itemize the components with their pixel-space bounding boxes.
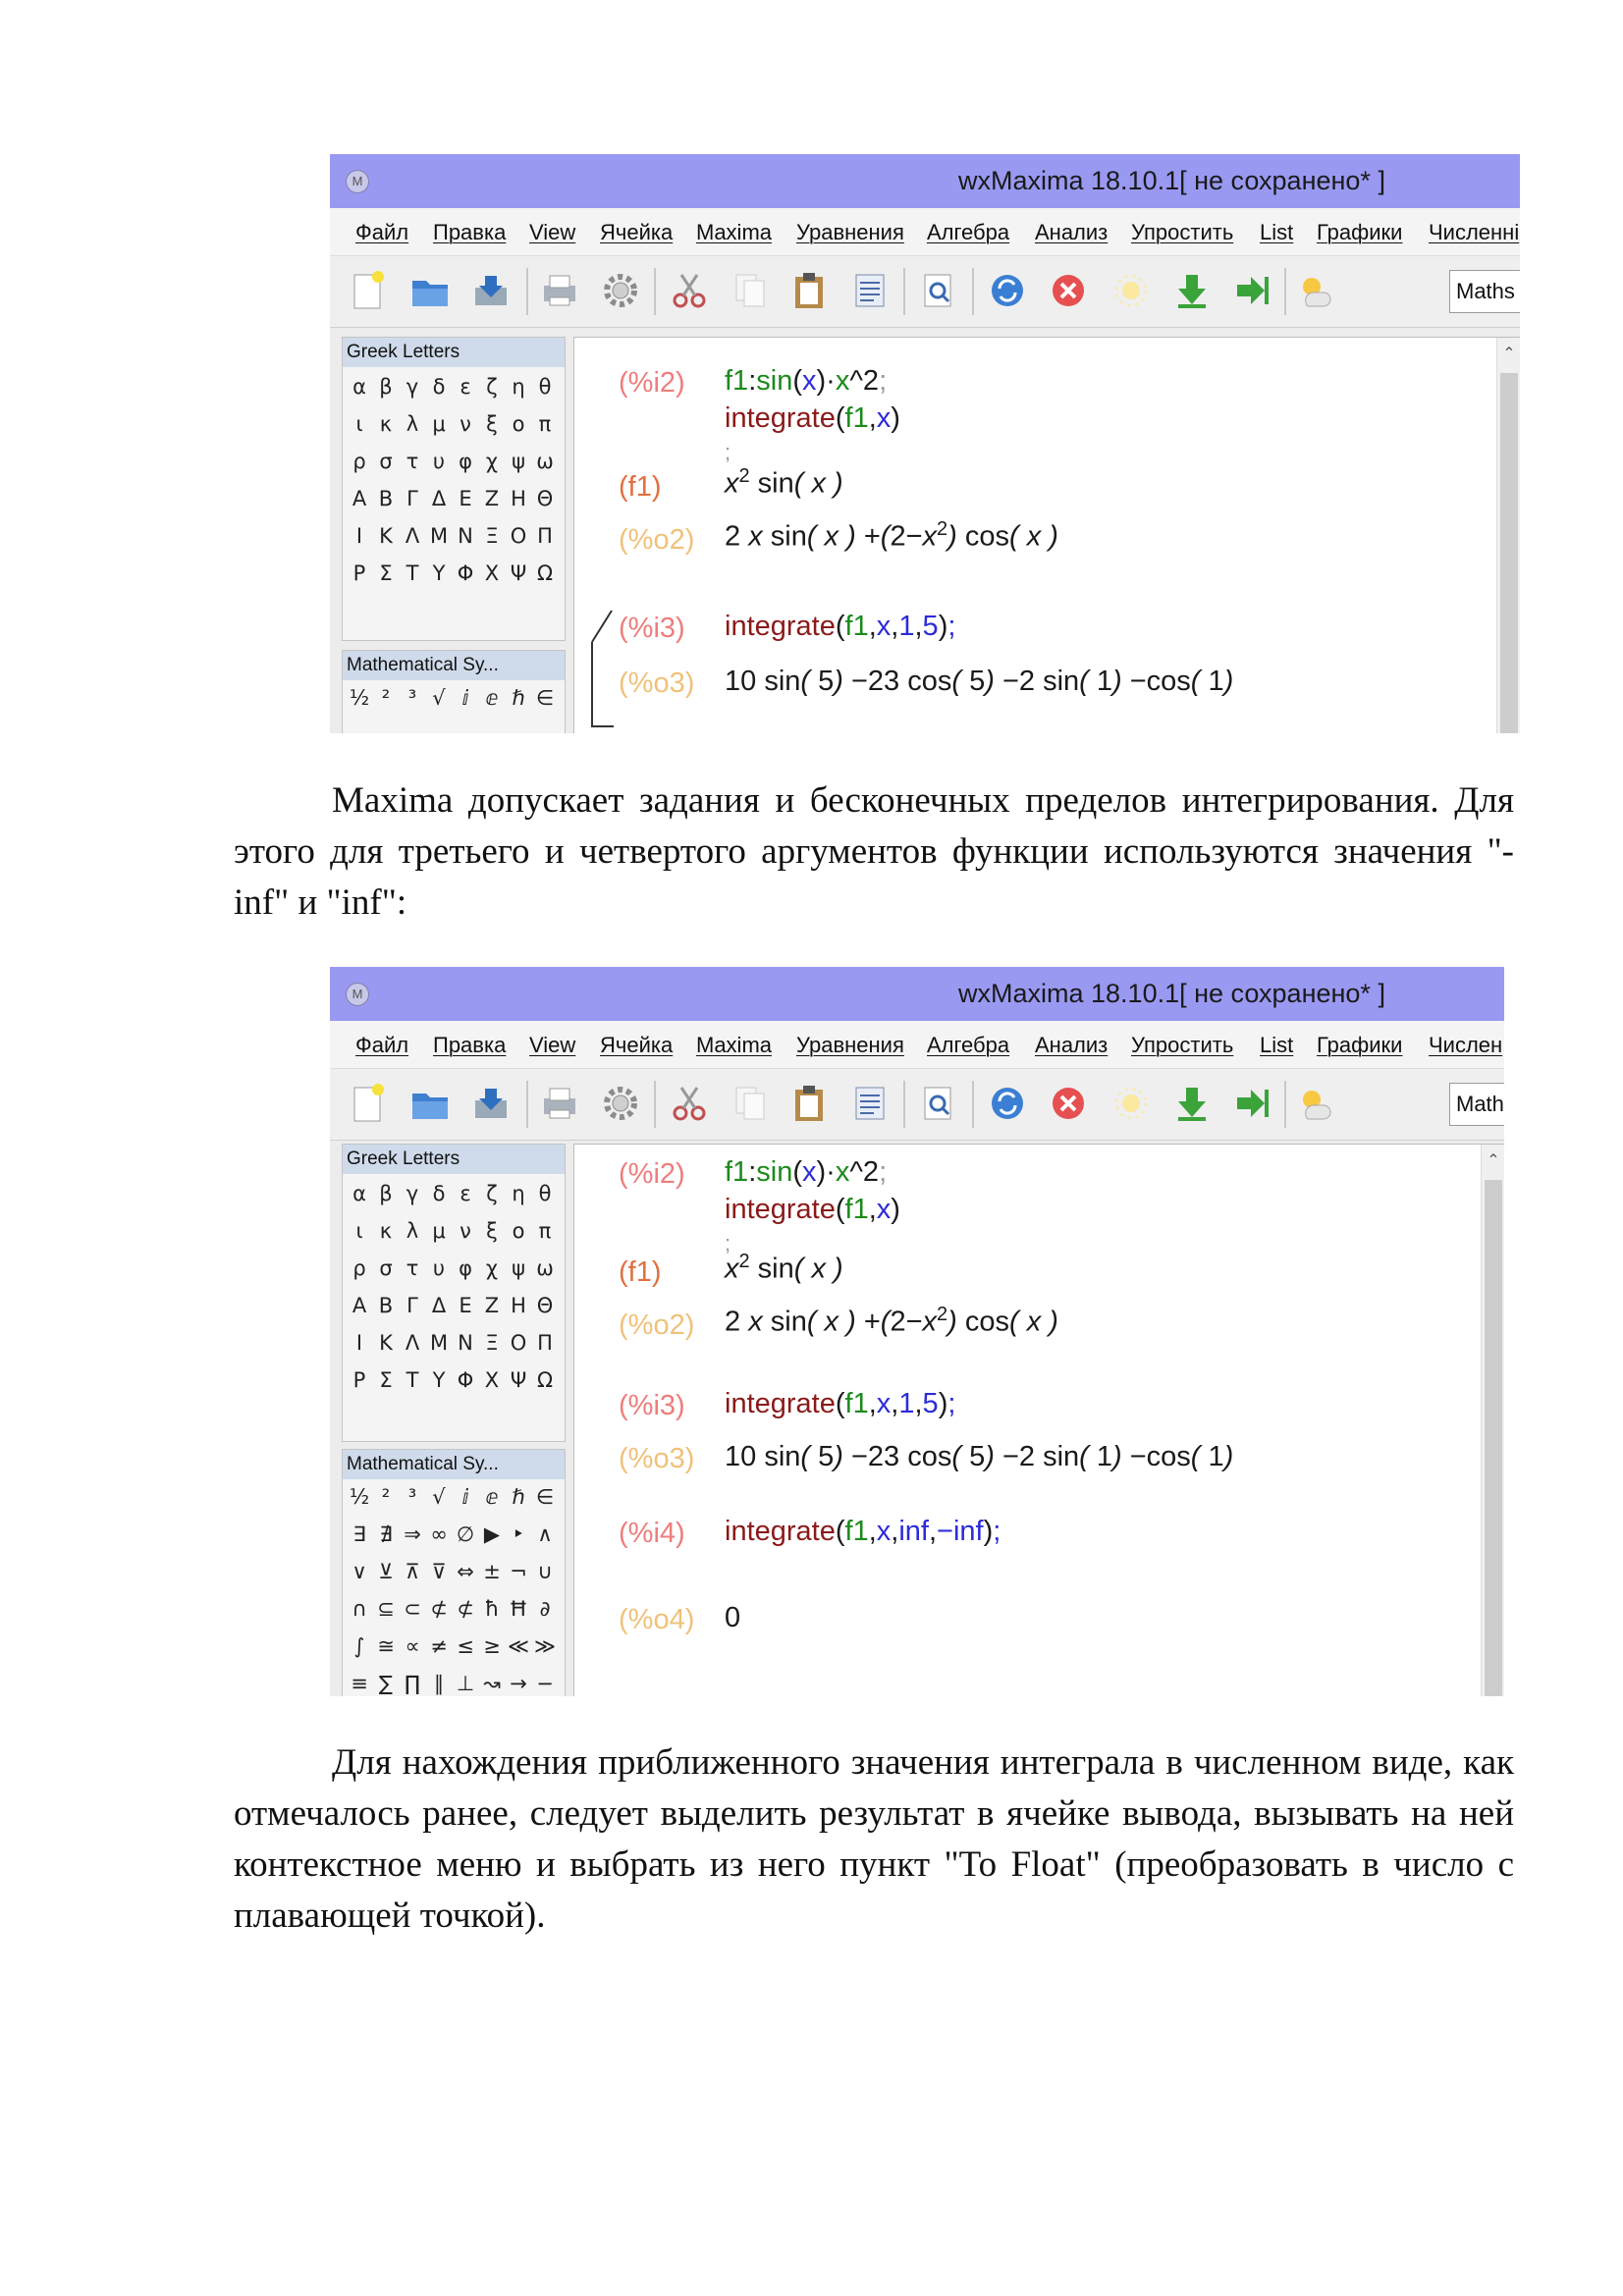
symbol-button[interactable]: α <box>352 375 366 399</box>
symbol-button[interactable]: Κ <box>379 1331 393 1355</box>
symbol-button[interactable]: Ρ <box>352 1368 366 1392</box>
symbol-button[interactable]: φ <box>459 1256 472 1280</box>
menu-view[interactable]: View <box>529 220 576 244</box>
output-label: (%o4) <box>619 1604 695 1635</box>
worksheet[interactable] <box>573 337 1520 733</box>
maxima-app-icon: M <box>346 170 369 193</box>
input-cell-line[interactable]: integrate(f1,x,1,5); <box>725 611 956 642</box>
cell-bracket[interactable] <box>588 609 616 730</box>
symbol-button[interactable]: θ <box>538 375 552 399</box>
symbol-button[interactable]: ³ <box>407 1485 417 1509</box>
maths-selector[interactable]: Maths <box>1449 270 1520 313</box>
symbol-button[interactable]: Γ <box>406 487 418 510</box>
symbol-button[interactable]: ℏ <box>512 686 525 710</box>
title-bar <box>330 154 1520 208</box>
symbol-button[interactable]: ∩ <box>352 1597 367 1621</box>
symbol-button[interactable]: ⊽ <box>431 1560 447 1583</box>
symbol-button[interactable]: ⊥ <box>456 1672 475 1695</box>
symbol-button[interactable]: ζ <box>486 1182 498 1205</box>
output-label: (f1) <box>619 1256 662 1288</box>
symbol-button[interactable]: σ <box>379 1256 393 1280</box>
toolbar <box>330 256 1520 328</box>
symbol-button[interactable]: ⅇ <box>485 686 499 710</box>
symbol-button[interactable]: Χ <box>484 1368 500 1392</box>
symbol-button[interactable]: Ε <box>459 1294 472 1317</box>
output-expression: 2 x sin( x ) $+(2-x^2)$ cos( x ) <box>725 518 1058 553</box>
symbol-button[interactable]: π <box>538 1219 552 1243</box>
symbol-button[interactable]: Δ <box>431 1294 447 1317</box>
output-expression: 10 sin( 5) −23 cos( 5) −2 sin( 1) −cos( 1) <box>725 666 1234 697</box>
symbol-button[interactable]: Σ <box>379 561 393 585</box>
symbol-button[interactable]: ω <box>536 1256 554 1280</box>
symbol-button[interactable]: ² <box>381 1485 391 1509</box>
symbol-button[interactable]: ρ <box>352 1256 366 1280</box>
input-cell-line[interactable]: integrate(f1,x,inf,−inf); <box>725 1516 1001 1547</box>
symbol-button[interactable]: Σ <box>379 1368 393 1392</box>
output-expression: 10 sin( 5) −23 cos( 5) −2 sin( 1) −cos( 1) <box>725 1441 1234 1472</box>
new-document-icon[interactable] <box>348 1083 387 1124</box>
input-cell-line[interactable]: f1:sin(x)·x^2; <box>725 1156 888 1188</box>
math-symbols-panel <box>342 650 566 733</box>
symbol-button[interactable]: ∥ <box>433 1672 445 1695</box>
symbol-button[interactable]: Ι <box>355 524 363 548</box>
symbol-button[interactable]: τ <box>406 1256 419 1280</box>
symbol-button[interactable]: ∃ <box>352 1522 366 1546</box>
vertical-scrollbar[interactable] <box>1496 338 1520 733</box>
menu-algebra[interactable]: Алгебра <box>927 1033 1010 1057</box>
symbol-button[interactable]: ∞ <box>430 1522 448 1546</box>
symbol-button[interactable]: ⊻ <box>378 1560 394 1583</box>
symbol-button[interactable]: ∑ <box>378 1672 394 1695</box>
symbol-button[interactable]: ½ <box>349 1485 370 1509</box>
menu-maxima[interactable]: Maxima <box>696 220 773 244</box>
symbol-button[interactable]: Ψ <box>510 561 527 585</box>
save-icon[interactable] <box>471 270 511 311</box>
scroll-up-icon[interactable]: ⌃ <box>1502 346 1516 362</box>
symbol-button[interactable]: Λ <box>405 524 420 548</box>
input-label: (%i4) <box>619 1518 685 1549</box>
symbol-button[interactable]: ⇒ <box>404 1522 421 1546</box>
symbol-button[interactable]: √ <box>432 686 446 710</box>
print-icon[interactable] <box>540 270 579 311</box>
window-title: wxMaxima 18.10.1[ не сохранено* ] <box>958 166 1385 195</box>
menu-list[interactable]: List <box>1260 1033 1294 1057</box>
symbol-button[interactable]: β <box>379 1182 393 1205</box>
menu-file[interactable]: Файл <box>355 1033 409 1057</box>
symbol-button[interactable]: π <box>538 412 552 436</box>
symbol-button[interactable]: Β <box>378 487 394 510</box>
menu-bar <box>330 208 1520 256</box>
symbol-button[interactable]: ο <box>512 412 525 436</box>
output-label: (%o2) <box>619 1309 695 1341</box>
symbol-button[interactable]: ω <box>536 450 554 473</box>
symbol-button[interactable]: χ <box>485 1256 499 1280</box>
symbol-button[interactable]: ⊂ <box>404 1597 421 1621</box>
input-label: (%i2) <box>619 367 685 399</box>
symbol-button[interactable]: ↝ <box>483 1672 501 1695</box>
symbol-button[interactable]: ν <box>460 412 471 436</box>
symbol-button[interactable]: ≫ <box>534 1634 556 1658</box>
interrupt-icon[interactable] <box>1049 270 1088 311</box>
restart-icon[interactable] <box>988 1083 1027 1124</box>
menu-equations[interactable]: Уравнения <box>796 220 904 244</box>
menu-edit[interactable]: Правка <box>433 1033 507 1057</box>
step-forward-icon[interactable] <box>1233 1083 1272 1124</box>
symbol-button[interactable]: Ο <box>510 1331 527 1355</box>
symbol-button[interactable]: α <box>352 1182 366 1205</box>
symbol-button[interactable]: Ο <box>510 524 527 548</box>
symbol-button[interactable]: Θ <box>536 487 554 510</box>
menu-equations[interactable]: Уравнения <box>796 1033 904 1057</box>
new-document-icon[interactable] <box>348 270 387 311</box>
symbol-button[interactable]: ψ <box>512 1256 525 1280</box>
symbol-button[interactable]: ⊄ <box>457 1597 474 1621</box>
symbol-button[interactable]: ∄ <box>379 1522 393 1546</box>
settings-icon[interactable] <box>601 1083 640 1124</box>
menu-cell[interactable]: Ячейка <box>600 1033 674 1057</box>
worksheet[interactable] <box>573 1144 1504 1696</box>
symbol-button[interactable]: Ζ <box>484 487 500 510</box>
symbol-button[interactable]: υ <box>432 1256 446 1280</box>
paste-icon[interactable] <box>789 1083 829 1124</box>
symbol-button[interactable]: Ε <box>459 487 472 510</box>
symbol-button[interactable]: ι <box>355 412 363 436</box>
symbol-button[interactable]: ¬ <box>510 1560 527 1583</box>
symbol-button[interactable]: λ <box>406 1219 419 1243</box>
symbol-button[interactable]: ≡ <box>351 1672 368 1695</box>
symbol-button[interactable]: υ <box>432 450 446 473</box>
symbol-button[interactable]: ∅ <box>456 1522 475 1546</box>
input-cell-line[interactable]: integrate(f1,x) <box>725 402 900 434</box>
step-down-icon[interactable] <box>1172 270 1212 311</box>
symbol-button[interactable]: ο <box>512 1219 525 1243</box>
symbol-button[interactable]: ∫ <box>353 1634 365 1658</box>
symbol-button[interactable]: Ν <box>458 524 473 548</box>
step-down-icon[interactable] <box>1172 1083 1212 1124</box>
input-cell-line: ; <box>725 440 731 464</box>
output-label: (%o3) <box>619 1443 695 1474</box>
symbol-button[interactable]: Ξ <box>485 524 499 548</box>
symbol-button[interactable]: ⊼ <box>405 1560 420 1583</box>
symbol-button[interactable]: γ <box>406 375 419 399</box>
output-label: (%o2) <box>619 524 695 556</box>
symbol-button[interactable]: Γ <box>406 1294 418 1317</box>
symbol-button[interactable]: η <box>512 1182 525 1205</box>
symbol-button[interactable]: Α <box>352 487 367 510</box>
menu-calculus[interactable]: Анализ <box>1035 220 1109 244</box>
menu-plot[interactable]: Графики <box>1317 1033 1403 1057</box>
symbol-button[interactable]: ζ <box>486 375 498 399</box>
symbol-button[interactable]: ⇔ <box>457 1560 474 1583</box>
symbol-button[interactable]: ∨ <box>352 1560 367 1583</box>
window-title: wxMaxima 18.10.1[ не сохранено* ] <box>958 979 1385 1008</box>
symbol-button[interactable]: Μ <box>429 1331 449 1355</box>
symbol-button[interactable]: ∈ <box>535 1485 555 1509</box>
greek-panel-title: Greek Letters <box>343 1145 565 1174</box>
symbol-button[interactable]: ε <box>460 1182 471 1205</box>
symbol-button[interactable]: ≥ <box>483 1634 501 1658</box>
symbol-button[interactable]: μ <box>432 412 446 436</box>
symbol-button[interactable]: Π <box>537 524 553 548</box>
symbol-button[interactable]: Α <box>352 1294 367 1317</box>
menu-simplify[interactable]: Упростить <box>1131 220 1234 244</box>
menu-view[interactable]: View <box>529 1033 576 1057</box>
symbol-button[interactable]: ≠ <box>430 1634 448 1658</box>
find-icon[interactable] <box>919 270 958 311</box>
symbol-button[interactable]: ½ <box>349 686 370 710</box>
symbol-button[interactable]: Ω <box>536 561 554 585</box>
symbol-button[interactable]: ψ <box>512 450 525 473</box>
wxmaxima-screenshot-1 <box>330 154 1520 733</box>
maxima-app-icon: M <box>346 983 369 1006</box>
menu-file[interactable]: Файл <box>355 220 409 244</box>
toolbar <box>330 1069 1504 1141</box>
output-expression: $x^2$ sin( x ) <box>725 465 843 500</box>
copy-icon[interactable] <box>730 270 770 311</box>
symbol-button[interactable]: σ <box>379 450 393 473</box>
symbol-button[interactable]: ∪ <box>537 1560 553 1583</box>
symbol-button[interactable]: Κ <box>379 524 393 548</box>
symbol-button[interactable]: → <box>510 1672 527 1695</box>
save-icon[interactable] <box>471 1083 511 1124</box>
input-cell-line[interactable]: integrate(f1,x,1,5); <box>725 1388 956 1419</box>
symbol-button[interactable]: Β <box>378 1294 394 1317</box>
input-cell-line[interactable]: f1:sin(x)·x^2; <box>725 365 888 397</box>
menu-list[interactable]: List <box>1260 220 1294 244</box>
symbol-button[interactable]: ι <box>355 1219 363 1243</box>
symbol-button[interactable]: ≪ <box>508 1634 529 1658</box>
weather-icon[interactable] <box>1296 1083 1335 1124</box>
greek-letters-panel <box>342 337 566 641</box>
symbol-button[interactable]: Ρ <box>352 561 366 585</box>
symbol-button[interactable]: ∂ <box>539 1597 551 1621</box>
symbol-button[interactable]: μ <box>432 1219 446 1243</box>
open-folder-icon[interactable] <box>410 270 450 311</box>
interrupt-icon[interactable] <box>1049 1083 1088 1124</box>
input-label: (%i3) <box>619 613 685 644</box>
symbol-button[interactable]: Φ <box>457 561 474 585</box>
symbol-button[interactable]: τ <box>406 450 419 473</box>
symbol-button[interactable]: Τ <box>406 561 419 585</box>
input-label: (%i3) <box>619 1390 685 1421</box>
select-all-icon[interactable] <box>850 270 890 311</box>
settings-icon[interactable] <box>601 270 640 311</box>
symbol-button[interactable]: ν <box>460 1219 471 1243</box>
symbol-button[interactable]: ⅇ <box>485 1485 499 1509</box>
symbol-button[interactable]: ⅈ <box>461 686 469 710</box>
output-label: (f1) <box>619 471 662 503</box>
symbol-button[interactable]: ³ <box>407 686 417 710</box>
symbol-button[interactable]: Υ <box>432 1368 446 1392</box>
restart-icon[interactable] <box>988 270 1027 311</box>
symbol-button[interactable]: η <box>512 375 525 399</box>
menu-calculus[interactable]: Анализ <box>1035 1033 1109 1057</box>
symbol-button[interactable]: θ <box>538 1182 552 1205</box>
symbol-button[interactable]: Ζ <box>484 1294 500 1317</box>
math-panel-title: Mathematical Sy... <box>343 651 565 680</box>
open-folder-icon[interactable] <box>410 1083 450 1124</box>
menu-numeric[interactable]: Числен <box>1429 1033 1503 1057</box>
copy-icon[interactable] <box>730 1083 770 1124</box>
vertical-scrollbar[interactable] <box>1481 1145 1504 1696</box>
symbol-button[interactable]: Ħ <box>509 1597 528 1621</box>
weather-icon[interactable] <box>1296 270 1335 311</box>
symbol-button[interactable]: Ν <box>458 1331 473 1355</box>
wxmaxima-screenshot-2 <box>330 967 1504 1696</box>
symbol-button[interactable]: ² <box>381 686 391 710</box>
symbol-button[interactable]: ⊄ <box>430 1597 448 1621</box>
symbol-button[interactable]: Δ <box>431 487 447 510</box>
symbol-button[interactable]: Μ <box>429 524 449 548</box>
paste-icon[interactable] <box>789 270 829 311</box>
cut-icon[interactable] <box>670 1083 709 1124</box>
symbol-button[interactable]: χ <box>485 450 499 473</box>
symbol-button[interactable]: ‣ <box>512 1522 525 1546</box>
symbol-button[interactable]: Φ <box>457 1368 474 1392</box>
output-expression: 0 <box>725 1602 741 1633</box>
output-label: (%o3) <box>619 667 695 699</box>
symbol-button[interactable]: ρ <box>352 450 366 473</box>
symbol-button[interactable]: √ <box>432 1485 446 1509</box>
symbol-button[interactable]: ξ <box>486 1219 498 1243</box>
input-cell-line[interactable]: integrate(f1,x) <box>725 1194 900 1225</box>
menu-plot[interactable]: Графики <box>1317 220 1403 244</box>
input-label: (%i2) <box>619 1158 685 1190</box>
symbol-button[interactable]: ℏ <box>512 1485 525 1509</box>
symbol-button[interactable]: Ω <box>536 1368 554 1392</box>
math-panel-title: Mathematical Sy... <box>343 1450 565 1479</box>
menu-simplify[interactable]: Упростить <box>1131 1033 1234 1057</box>
symbol-button[interactable]: Η <box>511 1294 526 1317</box>
step-forward-icon[interactable] <box>1233 270 1272 311</box>
greek-panel-title: Greek Letters <box>343 338 565 367</box>
symbol-button[interactable]: Χ <box>484 561 500 585</box>
light-icon[interactable] <box>1111 1083 1151 1124</box>
symbol-button[interactable]: − <box>536 1672 554 1695</box>
symbol-button[interactable]: κ <box>379 412 393 436</box>
symbol-button[interactable]: ▶ <box>483 1522 501 1546</box>
symbol-button[interactable]: κ <box>379 1219 393 1243</box>
symbol-button[interactable]: λ <box>406 412 419 436</box>
menu-algebra[interactable]: Алгебра <box>927 220 1010 244</box>
symbol-button[interactable]: Ι <box>355 1331 363 1355</box>
symbol-button[interactable]: ħ <box>484 1597 500 1621</box>
math-symbols-panel <box>342 1449 566 1696</box>
symbol-button[interactable]: Ξ <box>485 1331 499 1355</box>
symbol-button[interactable]: ⊆ <box>377 1597 395 1621</box>
find-icon[interactable] <box>919 1083 958 1124</box>
symbol-button[interactable]: Η <box>511 487 526 510</box>
symbol-button[interactable]: Ψ <box>510 1368 527 1392</box>
symbol-button[interactable]: ε <box>460 375 471 399</box>
select-all-icon[interactable] <box>850 1083 890 1124</box>
symbol-button[interactable]: ∈ <box>535 686 555 710</box>
output-expression: $x^2$ sin( x ) <box>725 1251 843 1285</box>
paragraph-to-float: Для нахождения приближенного значения интеграла в численном виде, как отмечалось ранее, следует выделить результат в ячейке вывода, вызывать на ней контекстное меню и выбрать из него пункт "To Float" (преобразовать в число с плавающей точкой). <box>234 1742 1514 1936</box>
symbol-button[interactable]: Τ <box>406 1368 419 1392</box>
symbol-button[interactable]: ⅈ <box>461 1485 469 1509</box>
symbol-button[interactable]: Υ <box>432 561 446 585</box>
cut-icon[interactable] <box>670 270 709 311</box>
symbol-button[interactable]: β <box>379 375 393 399</box>
symbol-button[interactable]: ± <box>483 1560 501 1583</box>
symbol-button[interactable]: ξ <box>486 412 498 436</box>
symbol-button[interactable]: ∏ <box>405 1672 420 1695</box>
symbol-button[interactable]: Λ <box>405 1331 420 1355</box>
symbol-button[interactable]: φ <box>459 450 472 473</box>
menu-edit[interactable]: Правка <box>433 220 507 244</box>
print-icon[interactable] <box>540 1083 579 1124</box>
menu-bar <box>330 1021 1504 1069</box>
maths-selector[interactable]: Math <box>1449 1083 1504 1126</box>
symbol-button[interactable]: ≤ <box>457 1634 474 1658</box>
symbol-button[interactable]: δ <box>432 1182 446 1205</box>
menu-numeric[interactable]: Численні <box>1429 220 1520 244</box>
symbol-button[interactable]: γ <box>406 1182 419 1205</box>
greek-letters-panel <box>342 1144 566 1442</box>
light-icon[interactable] <box>1111 270 1151 311</box>
symbol-button[interactable]: Π <box>537 1331 553 1355</box>
menu-cell[interactable]: Ячейка <box>600 220 674 244</box>
symbol-button[interactable]: δ <box>432 375 446 399</box>
title-bar <box>330 967 1504 1021</box>
symbol-button[interactable]: Θ <box>536 1294 554 1317</box>
output-expression: 2 x sin( x ) $+(2-x^2)$ cos( x ) <box>725 1304 1058 1338</box>
symbol-button[interactable]: ∧ <box>537 1522 553 1546</box>
scroll-up-icon[interactable]: ⌃ <box>1487 1152 1500 1169</box>
input-cell-line: ; <box>725 1231 731 1255</box>
menu-maxima[interactable]: Maxima <box>696 1033 773 1057</box>
paragraph-infinite-limits: Maxima допускает задания и бесконечных пределов интегрирования. Для этого для третьего и четвертого аргументов функции используются значения "-inf" и "inf": <box>234 780 1514 923</box>
symbol-button[interactable]: ∝ <box>405 1634 420 1658</box>
symbol-button[interactable]: ≅ <box>377 1634 395 1658</box>
